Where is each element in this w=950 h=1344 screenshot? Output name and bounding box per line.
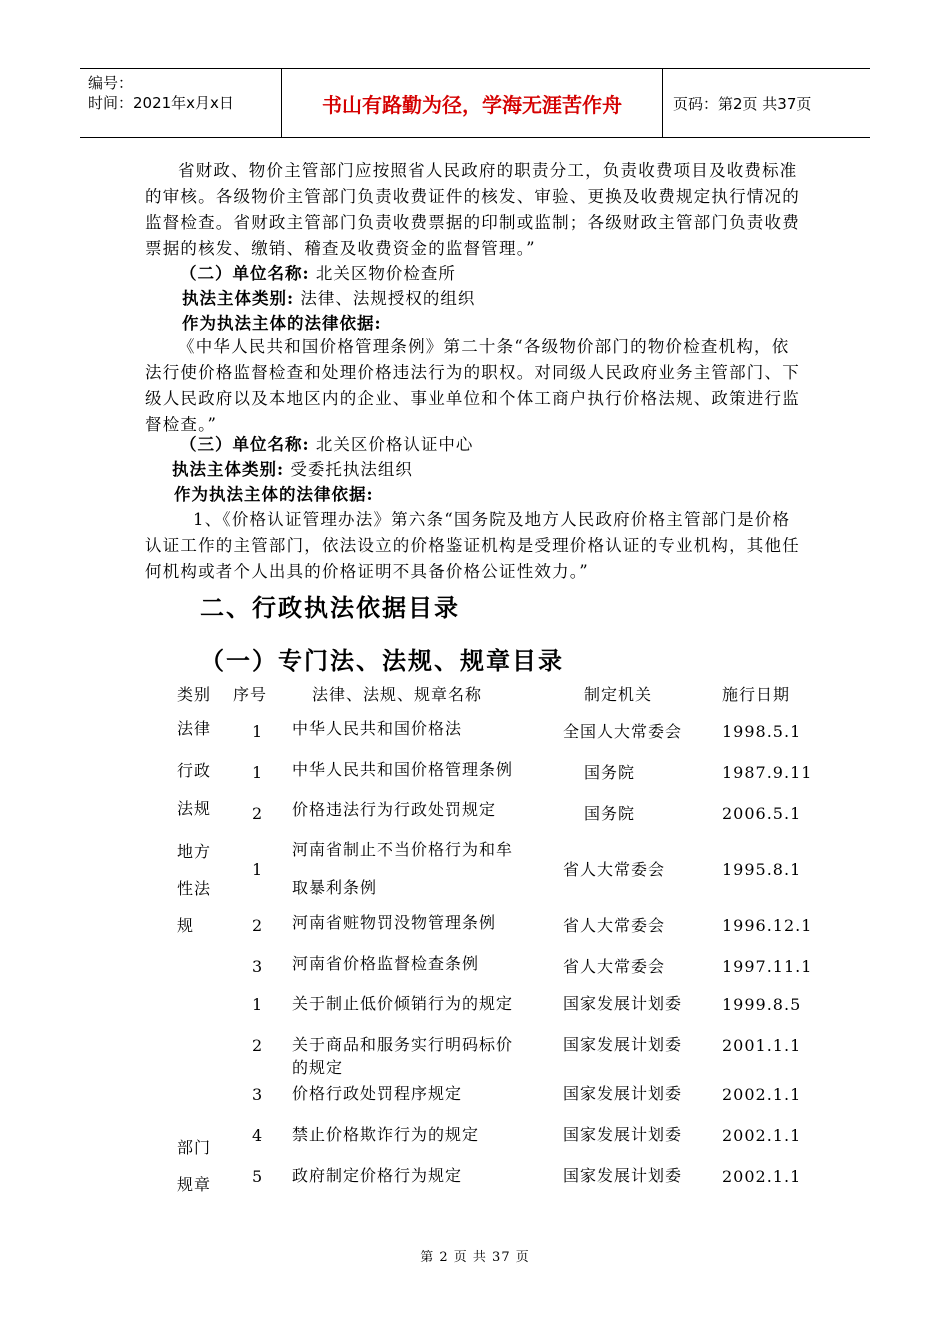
header-motto: 书山有路勤为径，学海无涯苦作舟 [282,69,663,137]
unit3-type-line [172,458,413,482]
table-row-name: 中华人民共和国价格管理条例 [292,760,514,779]
table-row-no: 5 [252,1167,264,1186]
table-row-org: 国家发展计划委 [563,1166,683,1185]
unit2-name-label: （二）单位名称: [180,264,310,283]
table-row-no: 2 [252,804,264,823]
table-row-no: 1 [252,860,264,879]
table-row-name: 关于商品和服务实行明码标价 [292,1035,514,1054]
unit3-type-label: 执法主体类别: [172,460,285,479]
table-header-org: 制定机关 [584,685,653,704]
table-row-name: 河南省赃物罚没物管理条例 [292,913,497,932]
category-local-line2: 性法 [177,879,212,898]
table-row-org: 省人大常委会 [563,957,666,976]
unit2-type-line [182,287,475,311]
page-footer: 第 2 页 共 37 页 [420,1250,530,1265]
table-row-no: 2 [252,1036,264,1055]
table-row-org: 国家发展计划委 [563,1084,683,1103]
table-row-date: 2006.5.1 [722,804,802,823]
unit2-type: 法律、法规授权的组织 [300,289,476,308]
table-row-no: 3 [252,1085,264,1104]
table-row-name: 河南省制止不当价格行为和牟 [292,840,514,859]
unit2-name-line [180,262,456,286]
table-row-name: 关于制止低价倾销行为的规定 [292,994,514,1013]
table-row-name: 中华人民共和国价格法 [292,719,463,738]
table-row-no: 1 [252,763,264,782]
table-row-org: 国家发展计划委 [563,994,683,1013]
table-row-org: 国务院 [584,804,636,823]
table-row-org: 国家发展计划委 [563,1125,683,1144]
header-info [80,69,282,137]
table-row-date: 2001.1.1 [722,1036,802,1055]
table-row-date: 1995.8.1 [722,860,802,879]
table-row-date: 2002.1.1 [722,1085,802,1104]
table-header-name: 法律、法规、规章名称 [312,685,483,704]
number-label: 编号： [88,74,134,92]
unit2-name: 北关区物价检查所 [315,264,456,283]
category-dept-line2: 规章 [177,1175,212,1194]
category-law: 法律 [177,719,212,738]
subsection-title: （一）专门法、法规、规章目录 [200,647,564,675]
table-row-name-cont: 的规定 [292,1058,344,1077]
table-row-no: 1 [252,995,264,1014]
table-row-no: 1 [252,722,264,741]
table-row-no: 2 [252,916,264,935]
table-row-date: 1987.9.11 [722,763,813,782]
unit3-basis: 1、《价格认证管理办法》第六条“国务院及地方人民政府价格主管部门是价格认证工作的主管部门，依法设立的价格鉴证机构是受理价格认证的专业机构，其他任何机构或者个人出具的价格证明不具备价格公证性效力。” [145,510,800,581]
page-header [80,68,870,138]
category-admin-line2: 法规 [177,799,212,818]
table-header-date: 施行日期 [722,685,791,704]
table-row-name: 价格违法行为行政处罚规定 [292,800,497,819]
table-row-no: 4 [252,1126,264,1145]
table-row-date: 1996.12.1 [722,916,813,935]
table-row-name: 禁止价格欺诈行为的规定 [292,1125,480,1144]
category-local-line3: 规 [177,916,195,935]
time-label: 时间：2021年x月x日 [88,94,234,112]
unit3-name: 北关区价格认证中心 [315,435,474,454]
unit3-basis-label: 作为执法主体的法律依据: [174,485,374,504]
category-admin-line1: 行政 [177,761,212,780]
unit3-type: 受委托执法组织 [290,460,413,479]
category-dept-line1: 部门 [177,1138,212,1157]
table-row-org: 省人大常委会 [563,916,666,935]
table-row-org: 全国人大常委会 [563,722,683,741]
table-row-date: 1999.8.5 [722,995,802,1014]
category-local-line1: 地方 [177,842,212,861]
unit2-basis: 《中华人民共和国价格管理条例》第二十条“各级物价部门的物价检查机构，依法行使价格监督检查和处理价格违法行为的职权。对同级人民政府业务主管部门、下级人民政府以及本地区内的企业、事业单位和个体工商户执行价格法规、政策进行监督检查。” [145,337,800,434]
table-row-name-cont: 取暴利条例 [292,878,378,897]
table-row-name: 政府制定价格行为规定 [292,1166,463,1185]
unit3-name-label: （三）单位名称: [180,435,310,454]
table-row-date: 1997.11.1 [722,957,813,976]
table-row-org: 国务院 [584,763,636,782]
table-row-date: 2002.1.1 [722,1126,802,1145]
table-row-org: 省人大常委会 [563,860,666,879]
table-row-name: 河南省价格监督检查条例 [292,954,480,973]
table-header-number: 序号 [233,685,268,704]
table-row-org: 国家发展计划委 [563,1035,683,1054]
header-page-label: 页码：第2页 共37页 [673,94,812,113]
section-title: 二、行政执法依据目录 [200,594,460,622]
table-row-date: 2002.1.1 [722,1167,802,1186]
unit2-basis-label: 作为执法主体的法律依据: [182,314,382,333]
table-row-no: 3 [252,957,264,976]
table-row-date: 1998.5.1 [722,722,802,741]
table-row-name: 价格行政处罚程序规定 [292,1084,463,1103]
unit3-name-line [180,433,473,457]
paragraph-fee-management: 省财政、物价主管部门应按照省人民政府的职责分工，负责收费项目及收费标准的审核。各级物价主管部门负责收费证件的核发、审验、更换及收费规定执行情况的监督检查。省财政主管部门负责收费票据的印制或监制；各级财政主管部门负责收费票据的核发、缴销、稽查及收费资金的监督管理。” [145,161,800,258]
unit2-type-label: 执法主体类别: [182,289,295,308]
table-header-category: 类别 [177,685,212,704]
